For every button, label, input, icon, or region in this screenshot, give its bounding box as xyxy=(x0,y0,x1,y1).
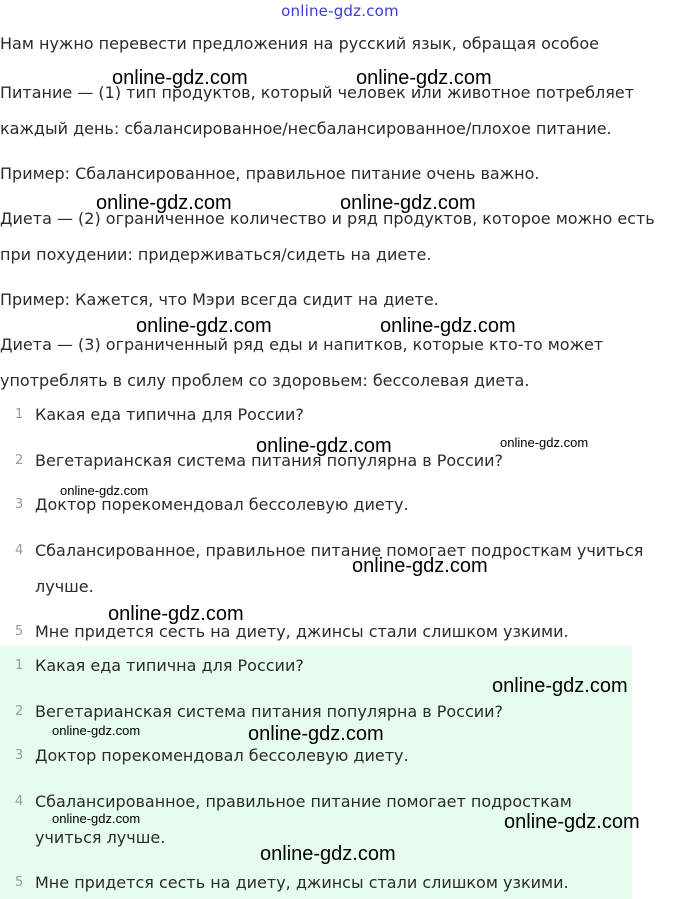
watermark: online-gdz.com xyxy=(136,315,272,337)
example-2: Пример: Кажется, что Мэри всегда сидит на диете. xyxy=(0,290,439,309)
definition-1-line-2: каждый день: сбалансированное/несбалансированное/плохое питание. xyxy=(0,119,612,138)
watermark: online-gdz.com xyxy=(504,811,640,833)
site-link[interactable]: online-gdz.com xyxy=(281,2,399,20)
watermark: online-gdz.com xyxy=(96,192,232,214)
list-item-continuation: учиться лучше. xyxy=(35,828,166,847)
watermark: online-gdz.com xyxy=(260,843,396,865)
watermark: online-gdz.com xyxy=(248,723,384,745)
list-number: 5 xyxy=(15,624,24,639)
watermark: online-gdz.com xyxy=(112,67,248,89)
list-number: 2 xyxy=(15,453,24,468)
intro-text: Нам нужно перевести предложения на русский язык, обращая особое xyxy=(0,34,600,53)
watermark: online-gdz.com xyxy=(380,315,516,337)
list-item: Сбалансированное, правильное питание помогает подросткам xyxy=(35,792,572,811)
definition-3-line-2: употреблять в силу проблем со здоровьем: бессолевая диета. xyxy=(0,371,530,390)
watermark: online-gdz.com xyxy=(492,675,628,697)
definition-2-line-2: при похудении: придерживаться/сидеть на диете. xyxy=(0,245,432,264)
example-1: Пример: Сбалансированное, правильное питание очень важно. xyxy=(0,164,540,183)
watermark: online-gdz.com xyxy=(52,723,141,738)
list-number: 1 xyxy=(15,658,24,673)
watermark: online-gdz.com xyxy=(256,435,392,457)
list-item: Какая еда типична для России? xyxy=(35,405,304,424)
list-number: 4 xyxy=(15,543,24,558)
list-item-continuation: лучше. xyxy=(35,577,94,596)
list-item: Вегетарианская система питания популярна в России? xyxy=(35,451,504,470)
watermark: online-gdz.com xyxy=(340,192,476,214)
watermark: online-gdz.com xyxy=(356,67,492,89)
list-item: Вегетарианская система питания популярна в России? xyxy=(35,702,504,721)
watermark: online-gdz.com xyxy=(500,435,589,450)
watermark: online-gdz.com xyxy=(352,555,488,577)
list-item: Мне придется сесть на диету, джинсы стали слишком узкими. xyxy=(35,873,569,892)
definition-1-line-1: Питание — (1) тип продуктов, который человек или животное потребляет xyxy=(0,83,635,102)
list-item: Доктор порекомендовал бессолевую диету. xyxy=(35,746,409,765)
list-number: 3 xyxy=(15,497,24,512)
list-item: Какая еда типична для России? xyxy=(35,656,304,675)
list-number: 5 xyxy=(15,875,24,890)
list-item: Мне придется сесть на диету, джинсы стали слишком узкими. xyxy=(35,622,569,641)
list-number: 4 xyxy=(15,794,24,809)
list-number: 3 xyxy=(15,748,24,763)
list-number: 1 xyxy=(15,407,24,422)
definition-3-line-1: Диета — (3) ограниченный ряд еды и напитков, которые кто-то может xyxy=(0,335,604,354)
watermark: online-gdz.com xyxy=(52,811,141,826)
watermark: online-gdz.com xyxy=(108,603,244,625)
watermark: online-gdz.com xyxy=(60,483,149,498)
list-item: Доктор порекомендовал бессолевую диету. xyxy=(35,495,409,514)
list-number: 2 xyxy=(15,704,24,719)
definition-2-line-1: Диета — (2) ограниченное количество и ряд продуктов, которое можно есть xyxy=(0,209,655,228)
list-item: Сбалансированное, правильное питание помогает подросткам учиться xyxy=(35,541,644,560)
